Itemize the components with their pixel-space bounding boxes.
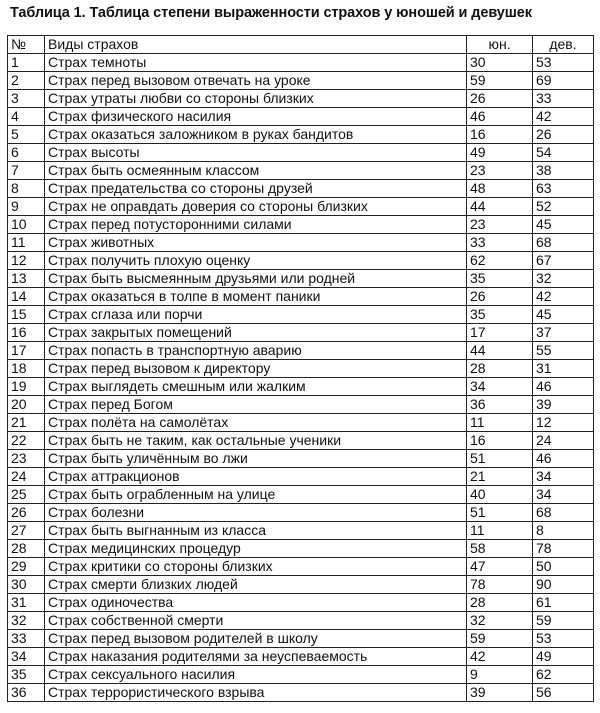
row-number: 22 [8,432,45,450]
row-number: 29 [8,558,45,576]
girls-value: 68 [533,234,594,252]
fear-name: Страх перед Богом [45,396,467,414]
row-number: 21 [8,414,45,432]
boys-value: 58 [467,540,533,558]
fear-name: Страх сглаза или порчи [45,306,467,324]
fear-name: Страх аттракционов [45,468,467,486]
fears-table [7,35,594,702]
table-body [8,54,594,702]
girls-value: 46 [533,450,594,468]
boys-value: 47 [467,558,533,576]
girls-value: 52 [533,198,594,216]
girls-value: 33 [533,90,594,108]
row-number: 4 [8,108,45,126]
row-number: 31 [8,594,45,612]
fear-name: Страх критики со стороны близких [45,558,467,576]
fear-name: Страх наказания родителями за неуспеваемость [45,648,467,666]
table-row [8,414,594,432]
boys-value: 33 [467,234,533,252]
boys-value: 78 [467,576,533,594]
boys-value: 35 [467,270,533,288]
boys-value: 16 [467,126,533,144]
boys-value: 62 [467,252,533,270]
girls-value: 67 [533,252,594,270]
fear-name: Страх оказаться заложником в руках бандитов [45,126,467,144]
row-number: 19 [8,378,45,396]
boys-value: 35 [467,306,533,324]
boys-value: 23 [467,162,533,180]
header-row [8,36,594,54]
row-number: 23 [8,450,45,468]
boys-value: 59 [467,72,533,90]
row-number: 28 [8,540,45,558]
table-row [8,396,594,414]
table-row [8,288,594,306]
fear-name: Страх полёта на самолётах [45,414,467,432]
fear-name: Страх быть ограбленным на улице [45,486,467,504]
boys-value: 42 [467,648,533,666]
boys-value: 46 [467,108,533,126]
row-number: 6 [8,144,45,162]
fear-name: Страх террористического взрыва [45,684,467,702]
table-row [8,612,594,630]
table-row [8,666,594,684]
table-row [8,360,594,378]
row-number: 18 [8,360,45,378]
girls-value: 90 [533,576,594,594]
boys-value: 51 [467,450,533,468]
boys-value: 48 [467,180,533,198]
fear-name: Страх быть выгнанным из класса [45,522,467,540]
girls-value: 56 [533,684,594,702]
boys-value: 11 [467,522,533,540]
header-girls: дев. [533,36,594,54]
row-number: 26 [8,504,45,522]
table-row [8,594,594,612]
boys-value: 51 [467,504,533,522]
table-row [8,576,594,594]
fear-name: Страх болезни [45,504,467,522]
boys-value: 23 [467,216,533,234]
fear-name: Страх перед вызовом отвечать на уроке [45,72,467,90]
boys-value: 36 [467,396,533,414]
row-number: 33 [8,630,45,648]
fear-name: Страх одиночества [45,594,467,612]
fear-name: Страх темноты [45,54,467,72]
girls-value: 45 [533,216,594,234]
header-number: № [8,36,45,54]
row-number: 1 [8,54,45,72]
row-number: 32 [8,612,45,630]
girls-value: 32 [533,270,594,288]
boys-value: 26 [467,90,533,108]
table-row [8,198,594,216]
row-number: 3 [8,90,45,108]
fear-name: Страх смерти близких людей [45,576,467,594]
boys-value: 32 [467,612,533,630]
girls-value: 63 [533,180,594,198]
row-number: 17 [8,342,45,360]
row-number: 30 [8,576,45,594]
row-number: 5 [8,126,45,144]
girls-value: 55 [533,342,594,360]
row-number: 11 [8,234,45,252]
row-number: 35 [8,666,45,684]
fear-name: Страх утраты любви со стороны близких [45,90,467,108]
table-row [8,216,594,234]
boys-value: 39 [467,684,533,702]
row-number: 13 [8,270,45,288]
fear-name: Страх предательства со стороны друзей [45,180,467,198]
table-row [8,270,594,288]
row-number: 34 [8,648,45,666]
fear-name: Страх быть не таким, как остальные ученики [45,432,467,450]
row-number: 25 [8,486,45,504]
table-row [8,324,594,342]
girls-value: 49 [533,648,594,666]
row-number: 10 [8,216,45,234]
girls-value: 69 [533,72,594,90]
table-row [8,630,594,648]
boys-value: 34 [467,378,533,396]
boys-value: 30 [467,54,533,72]
table-row [8,126,594,144]
table-row [8,54,594,72]
row-number: 20 [8,396,45,414]
girls-value: 62 [533,666,594,684]
table-row [8,504,594,522]
boys-value: 59 [467,630,533,648]
girls-value: 31 [533,360,594,378]
fear-name: Страх перед вызовом к директору [45,360,467,378]
boys-value: 9 [467,666,533,684]
table-row [8,162,594,180]
row-number: 24 [8,468,45,486]
row-number: 14 [8,288,45,306]
girls-value: 59 [533,612,594,630]
fear-name: Страх сексуального насилия [45,666,467,684]
row-number: 2 [8,72,45,90]
girls-value: 26 [533,126,594,144]
table-row [8,90,594,108]
boys-value: 28 [467,594,533,612]
girls-value: 45 [533,306,594,324]
table-row [8,486,594,504]
girls-value: 53 [533,630,594,648]
row-number: 12 [8,252,45,270]
girls-value: 24 [533,432,594,450]
header-boys: юн. [467,36,533,54]
girls-value: 54 [533,144,594,162]
fear-name: Страх быть уличённым во лжи [45,450,467,468]
girls-value: 68 [533,504,594,522]
table-row [8,252,594,270]
row-number: 9 [8,198,45,216]
table-title: Таблица 1. Таблица степени выраженности страхов у юношей и девушек [10,5,532,21]
fear-name: Страх быть высмеянным друзьями или родней [45,270,467,288]
boys-value: 28 [467,360,533,378]
fear-name: Страх перед потусторонними силами [45,216,467,234]
girls-value: 46 [533,378,594,396]
table-row [8,468,594,486]
fear-name: Страх закрытых помещений [45,324,467,342]
girls-value: 34 [533,486,594,504]
boys-value: 26 [467,288,533,306]
table-row [8,432,594,450]
fear-name: Страх животных [45,234,467,252]
table-row [8,540,594,558]
row-number: 7 [8,162,45,180]
girls-value: 53 [533,54,594,72]
fear-name: Страх медицинских процедур [45,540,467,558]
table-row [8,72,594,90]
row-number: 16 [8,324,45,342]
row-number: 27 [8,522,45,540]
boys-value: 44 [467,198,533,216]
fear-name: Страх получить плохую оценку [45,252,467,270]
girls-value: 34 [533,468,594,486]
boys-value: 44 [467,342,533,360]
girls-value: 42 [533,288,594,306]
table-row [8,234,594,252]
girls-value: 38 [533,162,594,180]
table-row [8,648,594,666]
boys-value: 21 [467,468,533,486]
girls-value: 12 [533,414,594,432]
boys-value: 16 [467,432,533,450]
girls-value: 50 [533,558,594,576]
fear-name: Страх попасть в транспортную аварию [45,342,467,360]
girls-value: 39 [533,396,594,414]
fear-name: Страх выглядеть смешным или жалким [45,378,467,396]
girls-value: 37 [533,324,594,342]
fear-name: Страх быть осмеянным классом [45,162,467,180]
fear-name: Страх не оправдать доверия со стороны близких [45,198,467,216]
girls-value: 42 [533,108,594,126]
boys-value: 17 [467,324,533,342]
table-row [8,684,594,702]
table-row [8,306,594,324]
girls-value: 78 [533,540,594,558]
fear-name: Страх собственной смерти [45,612,467,630]
girls-value: 8 [533,522,594,540]
table-row [8,180,594,198]
table-row [8,342,594,360]
fear-name: Страх оказаться в толпе в момент паники [45,288,467,306]
boys-value: 11 [467,414,533,432]
table-row [8,144,594,162]
row-number: 36 [8,684,45,702]
table-row [8,450,594,468]
boys-value: 49 [467,144,533,162]
fear-name: Страх физического насилия [45,108,467,126]
table-row [8,558,594,576]
header-fear-type: Виды страхов [45,36,467,54]
boys-value: 40 [467,486,533,504]
table-row [8,522,594,540]
fear-name: Страх перед вызовом родителей в школу [45,630,467,648]
table-row [8,378,594,396]
row-number: 15 [8,306,45,324]
table-row [8,108,594,126]
row-number: 8 [8,180,45,198]
fear-name: Страх высоты [45,144,467,162]
girls-value: 61 [533,594,594,612]
